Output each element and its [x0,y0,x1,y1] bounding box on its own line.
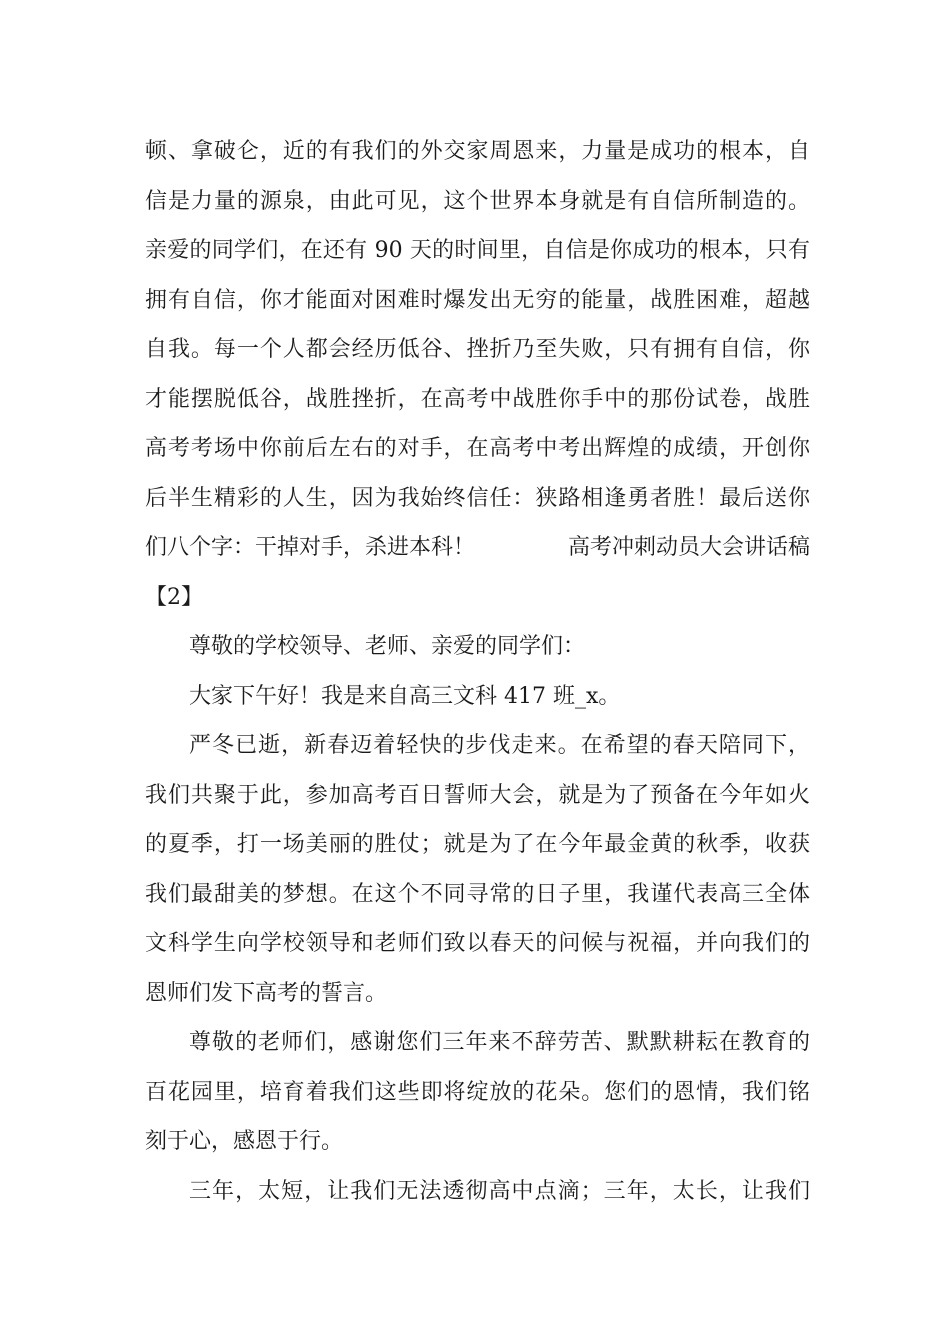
body-text-line: 顿、拿破仑，近的有我们的外交家周恩来，力量是成功的根本，自 [145,139,810,164]
paragraph-line: 我们共聚于此，参加高考百日誓师大会，就是为了预备在今年如火 [145,783,810,808]
section-title: 高考冲刺动员大会讲话稿 [567,535,810,560]
body-text-line: 自我。每一个人都会经历低谷、挫折乃至失败，只有拥有自信，你 [145,337,810,362]
body-text-line: 信是力量的源泉，由此可见，这个世界本身就是有自信所制造的。 [145,189,810,214]
section-title-index: 【2】 [145,585,203,610]
body-text-line: 拥有自信，你才能面对困难时爆发出无穷的能量，战胜困难，超越 [145,288,810,313]
paragraph-line: 刻于心，感恩于行。 [145,1129,344,1154]
paragraph-line: 严冬已逝，新春迈着轻快的步伐走来。在希望的春天陪同下， [189,733,810,758]
paragraph-line: 的夏季，打一场美丽的胜仗；就是为了在今年最金黄的秋季，收获 [145,832,810,857]
closing-line-row [145,533,810,563]
paragraph-line: 我们最甜美的梦想。在这个不同寻常的日子里，我谨代表高三全体 [145,882,810,907]
body-text-line: 后半生精彩的人生，因为我始终信任：狭路相逢勇者胜！最后送你 [145,486,810,511]
paragraph-line: 文科学生向学校领导和老师们致以春天的问候与祝福，并向我们的 [145,931,810,956]
body-text-line: 高考考场中你前后左右的对手，在高考中考出辉煌的成绩，开创你 [145,436,810,461]
body-text-line: 亲爱的同学们，在还有 90 天的时间里，自信是你成功的根本，只有 [145,238,810,263]
paragraph-line: 三年，太短，让我们无法透彻高中点滴；三年，太长，让我们 [189,1179,810,1204]
paragraph-line: 尊敬的老师们，感谢您们三年来不辞劳苦、默默耕耘在教育的 [189,1030,810,1055]
paragraph-line: 百花园里，培育着我们这些即将绽放的花朵。您们的恩情，我们铭 [145,1080,810,1105]
greeting: 大家下午好！我是来自高三文科 417 班_x。 [189,684,621,709]
salutation: 尊敬的学校领导、老师、亲爱的同学们： [189,634,586,659]
closing-line: 们八个字：干掉对手，杀进本科！ [145,535,476,560]
body-text-line: 才能摆脱低谷，战胜挫折，在高考中战胜你手中的那份试卷，战胜 [145,387,810,412]
paragraph-line: 恩师们发下高考的誓言。 [145,981,388,1006]
